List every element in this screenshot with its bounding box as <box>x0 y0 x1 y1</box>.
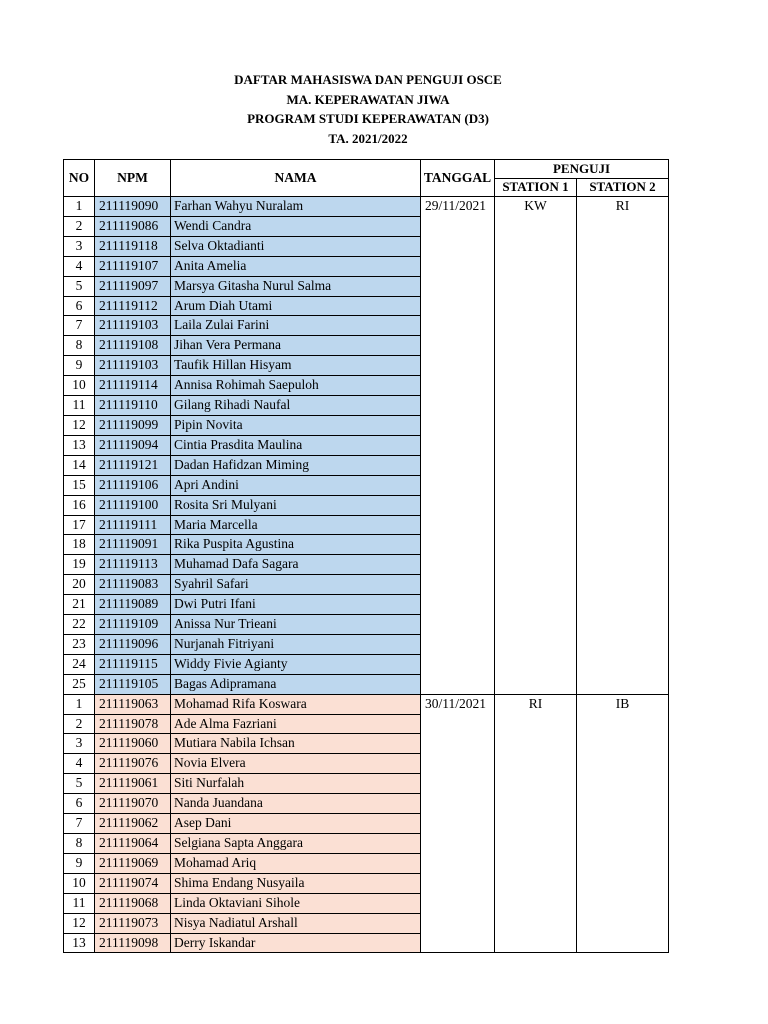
cell-nama: Anissa Nur Trieani <box>171 615 421 635</box>
cell-nama: Anita Amelia <box>171 256 421 276</box>
cell-nama: Apri Andini <box>171 475 421 495</box>
cell-no: 16 <box>64 495 95 515</box>
title-line-2: MA. KEPERAWATAN JIWA <box>286 91 450 107</box>
cell-nama: Derry Iskandar <box>171 933 421 953</box>
cell-no: 6 <box>64 296 95 316</box>
cell-no: 1 <box>64 197 95 217</box>
cell-nama: Nurjanah Fitriyani <box>171 634 421 654</box>
cell-station-1: KW <box>495 197 577 695</box>
cell-no: 24 <box>64 654 95 674</box>
cell-no: 3 <box>64 734 95 754</box>
cell-npm: 211119115 <box>95 654 171 674</box>
cell-npm: 211119068 <box>95 893 171 913</box>
cell-no: 4 <box>64 754 95 774</box>
cell-nama: Widdy Fivie Agianty <box>171 654 421 674</box>
cell-nama: Ade Alma Fazriani <box>171 714 421 734</box>
cell-npm: 211119076 <box>95 754 171 774</box>
cell-npm: 211119110 <box>95 396 171 416</box>
cell-no: 19 <box>64 555 95 575</box>
cell-npm: 211119061 <box>95 774 171 794</box>
cell-nama: Rosita Sri Mulyani <box>171 495 421 515</box>
cell-npm: 211119083 <box>95 575 171 595</box>
cell-npm: 211119096 <box>95 634 171 654</box>
cell-nama: Shima Endang Nusyaila <box>171 873 421 893</box>
header-npm: NPM <box>95 160 171 197</box>
cell-npm: 211119060 <box>95 734 171 754</box>
cell-npm: 211119103 <box>95 316 171 336</box>
cell-no: 2 <box>64 216 95 236</box>
cell-npm: 211119070 <box>95 794 171 814</box>
cell-nama: Novia Elvera <box>171 754 421 774</box>
cell-nama: Mohamad Ariq <box>171 853 421 873</box>
cell-npm: 211119114 <box>95 376 171 396</box>
cell-no: 4 <box>64 256 95 276</box>
cell-npm: 211119064 <box>95 834 171 854</box>
cell-nama: Arum Diah Utami <box>171 296 421 316</box>
cell-npm: 211119078 <box>95 714 171 734</box>
cell-npm: 211119106 <box>95 475 171 495</box>
cell-nama: Maria Marcella <box>171 515 421 535</box>
cell-no: 11 <box>64 893 95 913</box>
cell-no: 10 <box>64 376 95 396</box>
cell-nama: Nanda Juandana <box>171 794 421 814</box>
cell-nama: Dwi Putri Ifani <box>171 595 421 615</box>
cell-station-2: RI <box>577 197 669 695</box>
document-title <box>0 70 736 148</box>
cell-npm: 211119074 <box>95 873 171 893</box>
cell-npm: 211119073 <box>95 913 171 933</box>
cell-no: 12 <box>64 913 95 933</box>
table-row <box>64 694 669 714</box>
cell-npm: 211119099 <box>95 415 171 435</box>
cell-no: 13 <box>64 933 95 953</box>
cell-nama: Marsya Gitasha Nurul Salma <box>171 276 421 296</box>
cell-nama: Nisya Nadiatul Arshall <box>171 913 421 933</box>
cell-npm: 211119108 <box>95 336 171 356</box>
cell-npm: 211119098 <box>95 933 171 953</box>
cell-no: 10 <box>64 873 95 893</box>
cell-no: 15 <box>64 475 95 495</box>
cell-nama: Selgiana Sapta Anggara <box>171 834 421 854</box>
cell-npm: 211119107 <box>95 256 171 276</box>
cell-nama: Laila Zulai Farini <box>171 316 421 336</box>
cell-nama: Muhamad Dafa Sagara <box>171 555 421 575</box>
cell-no: 9 <box>64 853 95 873</box>
cell-tanggal: 29/11/2021 <box>421 197 495 695</box>
table-row <box>64 197 669 217</box>
cell-no: 14 <box>64 455 95 475</box>
cell-nama: Pipin Novita <box>171 415 421 435</box>
cell-no: 23 <box>64 634 95 654</box>
cell-npm: 211119121 <box>95 455 171 475</box>
student-examiner-table <box>63 159 669 953</box>
cell-npm: 211119086 <box>95 216 171 236</box>
cell-npm: 211119089 <box>95 595 171 615</box>
cell-npm: 211119109 <box>95 615 171 635</box>
cell-station-2: IB <box>577 694 669 953</box>
cell-no: 9 <box>64 356 95 376</box>
cell-station-1: RI <box>495 694 577 953</box>
cell-no: 3 <box>64 236 95 256</box>
header-no: NO <box>64 160 95 197</box>
cell-no: 11 <box>64 396 95 416</box>
cell-no: 18 <box>64 535 95 555</box>
header-station-2: STATION 2 <box>577 178 669 197</box>
cell-nama: Farhan Wahyu Nuralam <box>171 197 421 217</box>
cell-npm: 211119063 <box>95 694 171 714</box>
cell-nama: Syahril Safari <box>171 575 421 595</box>
cell-no: 22 <box>64 615 95 635</box>
cell-nama: Bagas Adipramana <box>171 674 421 694</box>
cell-nama: Cintia Prasdita Maulina <box>171 435 421 455</box>
cell-nama: Annisa Rohimah Saepuloh <box>171 376 421 396</box>
header-tanggal: TANGGAL <box>421 160 495 197</box>
title-line-4: TA. 2021/2022 <box>328 130 408 146</box>
cell-npm: 211119105 <box>95 674 171 694</box>
cell-no: 20 <box>64 575 95 595</box>
title-line-3: PROGRAM STUDI KEPERAWATAN (D3) <box>247 111 489 126</box>
header-nama: NAMA <box>171 160 421 197</box>
cell-nama: Dadan Hafidzan Miming <box>171 455 421 475</box>
cell-npm: 211119112 <box>95 296 171 316</box>
cell-npm: 211119069 <box>95 853 171 873</box>
cell-nama: Rika Puspita Agustina <box>171 535 421 555</box>
cell-npm: 211119118 <box>95 236 171 256</box>
cell-no: 8 <box>64 834 95 854</box>
cell-no: 7 <box>64 316 95 336</box>
cell-no: 5 <box>64 774 95 794</box>
cell-npm: 211119091 <box>95 535 171 555</box>
cell-no: 7 <box>64 814 95 834</box>
cell-npm: 211119094 <box>95 435 171 455</box>
header-penguji: PENGUJI <box>495 160 669 179</box>
cell-npm: 211119100 <box>95 495 171 515</box>
cell-npm: 211119090 <box>95 197 171 217</box>
table-body <box>64 197 669 953</box>
cell-no: 21 <box>64 595 95 615</box>
header-station-1: STATION 1 <box>495 178 577 197</box>
cell-npm: 211119062 <box>95 814 171 834</box>
cell-npm: 211119097 <box>95 276 171 296</box>
cell-nama: Wendi Candra <box>171 216 421 236</box>
cell-no: 8 <box>64 336 95 356</box>
cell-no: 2 <box>64 714 95 734</box>
cell-nama: Asep Dani <box>171 814 421 834</box>
cell-no: 25 <box>64 674 95 694</box>
cell-nama: Siti Nurfalah <box>171 774 421 794</box>
cell-nama: Gilang Rihadi Naufal <box>171 396 421 416</box>
cell-no: 13 <box>64 435 95 455</box>
title-line-1: DAFTAR MAHASISWA DAN PENGUJI OSCE <box>234 72 502 87</box>
cell-nama: Selva Oktadianti <box>171 236 421 256</box>
cell-npm: 211119113 <box>95 555 171 575</box>
cell-nama: Linda Oktaviani Sihole <box>171 893 421 913</box>
cell-no: 12 <box>64 415 95 435</box>
cell-tanggal: 30/11/2021 <box>421 694 495 953</box>
cell-nama: Mohamad Rifa Koswara <box>171 694 421 714</box>
cell-no: 6 <box>64 794 95 814</box>
cell-nama: Mutiara Nabila Ichsan <box>171 734 421 754</box>
cell-npm: 211119111 <box>95 515 171 535</box>
cell-no: 17 <box>64 515 95 535</box>
cell-nama: Jihan Vera Permana <box>171 336 421 356</box>
cell-no: 5 <box>64 276 95 296</box>
cell-nama: Taufik Hillan Hisyam <box>171 356 421 376</box>
cell-npm: 211119103 <box>95 356 171 376</box>
cell-no: 1 <box>64 694 95 714</box>
